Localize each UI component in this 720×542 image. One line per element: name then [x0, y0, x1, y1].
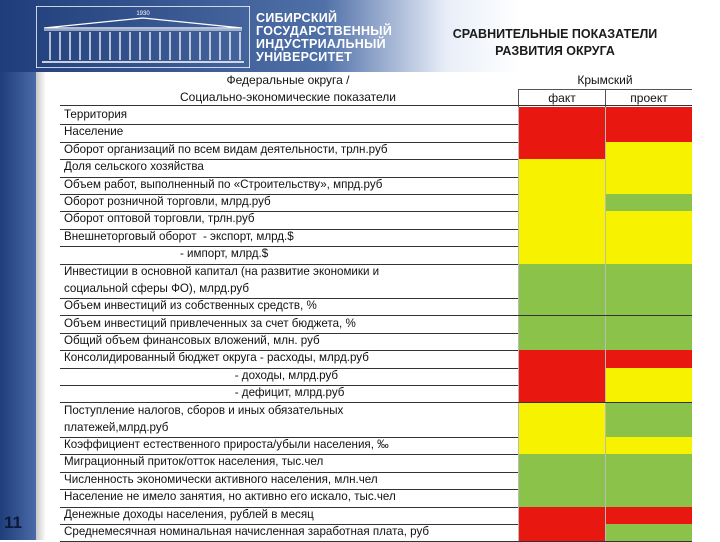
plan-status-cell	[605, 298, 692, 315]
table-row	[60, 142, 692, 160]
plan-status-cell	[605, 437, 692, 454]
table-row	[60, 507, 692, 525]
slide-number: 11	[4, 513, 22, 532]
indicator-label: Оборот оптовой торговли, трлн.руб	[64, 212, 255, 226]
indicator-label: Территория	[64, 108, 128, 121]
indicator-label: Оборот организаций по всем видам деятельности, трлн.руб	[64, 142, 388, 156]
table-row	[60, 177, 692, 195]
indicator-label: Консолидированный бюджет округа - расходы, млрд.руб	[64, 351, 369, 365]
fact-status-cell	[518, 472, 605, 489]
indicator-label: Оборот розничной торговли, млрд.руб	[64, 195, 271, 208]
plan-status-cell	[605, 489, 692, 506]
table-row	[60, 403, 692, 439]
indicator-label: Среднемесячная номинальная начисленная заработная плата, руб	[64, 525, 430, 538]
plan-status-cell	[605, 472, 692, 489]
indicator-label: Коэффициент естественного прироста/убыли населения, ‰	[64, 438, 389, 451]
fact-status-cell	[518, 368, 605, 385]
plan-status-cell	[605, 264, 692, 299]
plan-status-cell	[605, 350, 692, 367]
plan-status-cell	[605, 142, 692, 159]
slide-title-line1: СРАВНИТЕЛЬНЫЕ ПОКАЗАТЕЛИ	[452, 27, 658, 41]
table-row	[60, 194, 692, 212]
indicator-label: Доля сельского хозяйства	[64, 160, 204, 174]
indicator-label: - дефицит, млрд.руб	[64, 386, 345, 400]
fact-status-cell	[518, 316, 605, 333]
plan-status-cell	[605, 107, 692, 124]
indicator-label: Объем инвестиций привлеченных за счет бюджета, %	[64, 316, 356, 330]
university-name-line: СИБИРСКИЙ	[256, 11, 338, 25]
header-banner	[0, 0, 720, 72]
plan-status-cell	[605, 194, 692, 211]
left-sidebar-bar	[0, 72, 36, 540]
indicator-label-continued: социальной сферы ФО), млрд.руб	[64, 281, 250, 295]
fact-status-cell	[518, 298, 605, 315]
plan-status-cell	[605, 211, 692, 228]
fact-status-cell	[518, 246, 605, 263]
plan-status-cell	[605, 368, 692, 385]
table-row	[60, 107, 692, 125]
plan-status-cell	[605, 229, 692, 246]
plan-status-cell	[605, 177, 692, 194]
left-shadow	[36, 72, 46, 540]
table-row	[60, 159, 692, 177]
plan-status-cell	[605, 524, 692, 541]
table-row	[60, 124, 692, 142]
fact-status-cell	[518, 107, 605, 124]
header-indicators: Социально-экономические показатели	[180, 90, 396, 104]
table-row	[60, 472, 692, 490]
table-row	[60, 385, 692, 403]
fact-status-cell	[518, 333, 605, 350]
table-row	[60, 316, 692, 334]
university-building-logo	[36, 6, 250, 68]
fact-status-cell	[518, 454, 605, 471]
plan-status-cell	[605, 333, 692, 350]
logo-year: 1930	[136, 11, 150, 17]
plan-status-cell	[605, 316, 692, 333]
fact-status-cell	[518, 264, 605, 299]
university-name-line: УНИВЕРСИТЕТ	[256, 50, 353, 64]
table-row	[60, 298, 692, 316]
indicator-label: Население не имело занятия, но активно его искало, тыс.чел	[64, 490, 396, 504]
fact-status-cell	[518, 124, 605, 141]
table-row	[60, 524, 692, 542]
table-row	[60, 211, 692, 229]
fact-status-cell	[518, 177, 605, 194]
plan-status-cell	[605, 454, 692, 471]
indicator-label-continued: платежей,млрд.руб	[64, 420, 169, 434]
table-row	[60, 350, 692, 368]
fact-status-cell	[518, 437, 605, 454]
table-row	[60, 437, 692, 455]
fact-status-cell	[518, 350, 605, 367]
indicator-label: - импорт, млрд.$	[64, 247, 269, 261]
fact-status-cell	[518, 507, 605, 524]
table-row	[60, 333, 692, 351]
plan-status-cell	[605, 246, 692, 263]
plan-status-cell	[605, 159, 692, 176]
indicator-label: - доходы, млрд.руб	[64, 368, 339, 382]
fact-status-cell	[518, 142, 605, 159]
plan-status-cell	[605, 507, 692, 524]
fact-status-cell	[518, 524, 605, 541]
header-plan: проект	[605, 89, 692, 107]
indicator-label: Объем работ, выполненный по «Строительству», мпрд.руб	[64, 177, 383, 191]
university-name-line: ИНДУСТРИАЛЬНЫЙ	[256, 37, 386, 51]
fact-status-cell	[518, 211, 605, 228]
indicator-label: Инвестиции в основной капитал (на развитие экономики и	[64, 264, 380, 278]
indicators-table	[60, 72, 692, 540]
indicator-label: Поступление налогов, сборов и иных обязательных	[64, 403, 344, 417]
plan-status-cell	[605, 385, 692, 402]
header-federal-districts: Федеральные округа /	[226, 73, 350, 87]
indicator-label: Население	[64, 125, 124, 139]
fact-status-cell	[518, 403, 605, 438]
fact-status-cell	[518, 194, 605, 211]
indicator-label: Денежные доходы населения, рублей в месяц	[64, 507, 314, 521]
header-region: Крымский	[577, 73, 633, 87]
plan-status-cell	[605, 403, 692, 438]
indicator-label: Общий объем финансовых вложений, млн. руб	[64, 333, 320, 347]
header-divider	[60, 105, 692, 106]
indicator-label: Численность экономически активного населения, млн.чел	[64, 472, 378, 486]
table-row	[60, 454, 692, 472]
slide-title	[410, 26, 700, 60]
fact-status-cell	[518, 489, 605, 506]
table-row	[60, 229, 692, 247]
indicator-label: Миграционный приток/отток населения, тыс.чел	[64, 455, 324, 469]
fact-status-cell	[518, 159, 605, 176]
table-row	[60, 368, 692, 386]
slide-title-line2: РАЗВИТИЯ ОКРУГА	[495, 44, 615, 58]
plan-status-cell	[605, 124, 692, 141]
table-row	[60, 489, 692, 507]
university-name-line: ГОСУДАРСТВЕННЫЙ	[256, 24, 393, 38]
fact-status-cell	[518, 229, 605, 246]
table-row	[60, 246, 692, 264]
header-fact: факт	[518, 89, 605, 107]
university-name	[256, 12, 392, 64]
indicator-label: Внешнеторговый оборот - экспорт, млрд.$	[64, 229, 294, 243]
fact-status-cell	[518, 385, 605, 402]
table-row	[60, 264, 692, 300]
indicator-label: Объем инвестиций из собственных средств, %	[64, 299, 317, 313]
